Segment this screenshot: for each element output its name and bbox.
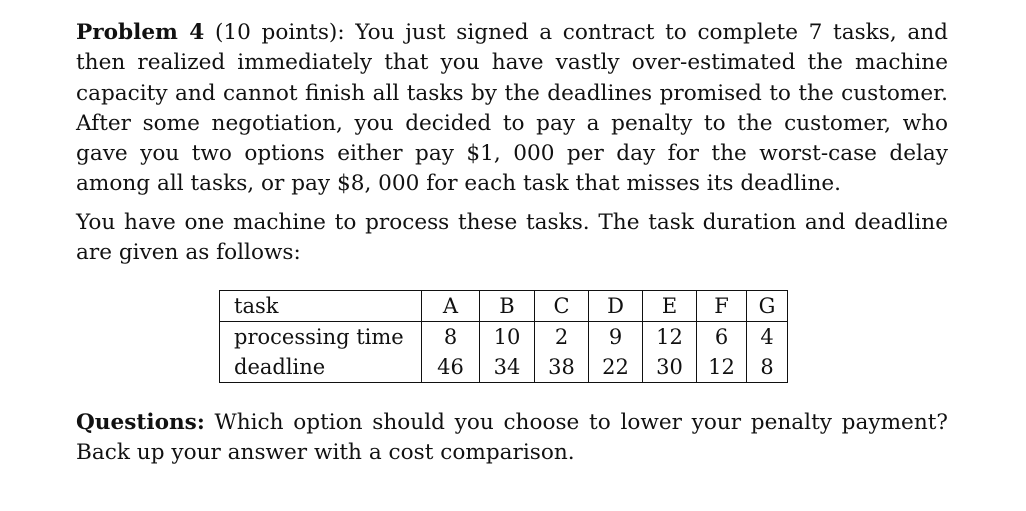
- problem-paragraph: [76, 18, 948, 200]
- task-table: [219, 290, 788, 383]
- task-cell: E: [643, 291, 697, 322]
- processing-time-cell: 8: [422, 322, 480, 353]
- processing-time-row: [220, 322, 788, 353]
- deadline-cell: 22: [589, 352, 643, 383]
- questions-section: [76, 408, 948, 469]
- questions-label: Questions:: [76, 410, 205, 435]
- task-cell: D: [589, 291, 643, 322]
- problem-statement: [76, 18, 948, 268]
- task-header-row: [220, 291, 788, 322]
- processing-time-cell: 10: [480, 322, 535, 353]
- task-cell: F: [697, 291, 747, 322]
- problem-points: (10 points):: [214, 20, 345, 45]
- row-label-task: task: [220, 291, 422, 322]
- row-label-processing-time: processing time: [220, 322, 422, 353]
- deadline-cell: 30: [643, 352, 697, 383]
- task-table-wrapper: [219, 290, 788, 383]
- task-cell: B: [480, 291, 535, 322]
- task-cell: C: [535, 291, 589, 322]
- task-cell: A: [422, 291, 480, 322]
- processing-time-cell: 4: [747, 322, 788, 353]
- questions-text: Which option should you choose to lower your penalty payment? Back up your answer with a cost comparison.: [76, 410, 948, 466]
- questions-paragraph: [76, 408, 948, 469]
- deadline-cell: 12: [697, 352, 747, 383]
- processing-time-cell: 12: [643, 322, 697, 353]
- deadline-cell: 8: [747, 352, 788, 383]
- processing-time-cell: 6: [697, 322, 747, 353]
- processing-time-cell: 2: [535, 322, 589, 353]
- deadline-row: [220, 352, 788, 383]
- problem-body: You just signed a contract to complete 7 tasks, and then realized immediately that you have vastly over-estimated the machine capacity and cannot finish all tasks by the deadlines promised to the customer. After some negotiation, you decided to pay a penalty to the customer, who gave you two options either pay $1, 000 per day for the worst-case delay among all tasks, or pay $8, 000 for each task that misses its deadline.: [76, 20, 948, 197]
- task-cell: G: [747, 291, 788, 322]
- intro-paragraph: You have one machine to process these tasks. The task duration and deadline are given as follows:: [76, 209, 948, 266]
- deadline-cell: 34: [480, 352, 535, 383]
- row-label-deadline: deadline: [220, 352, 422, 383]
- deadline-cell: 38: [535, 352, 589, 383]
- problem-title: Problem 4: [76, 20, 205, 45]
- processing-time-cell: 9: [589, 322, 643, 353]
- deadline-cell: 46: [422, 352, 480, 383]
